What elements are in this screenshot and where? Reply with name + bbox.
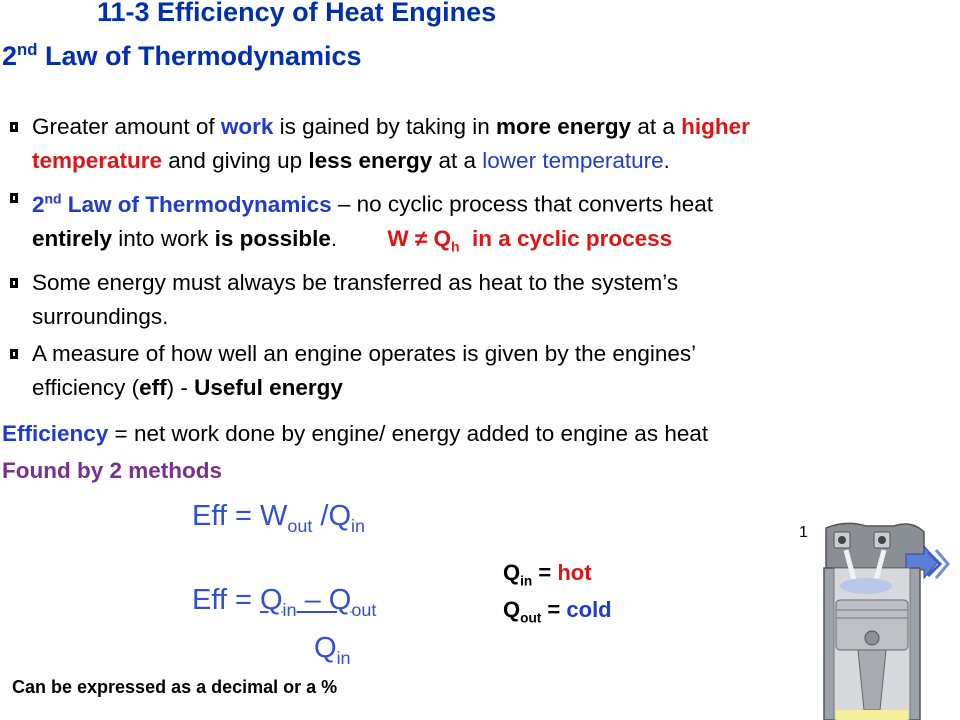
text-segment: temperature bbox=[32, 148, 163, 173]
text-segment: less energy bbox=[308, 148, 433, 173]
expression-note: Can be expressed as a decimal or a % bbox=[12, 677, 338, 697]
bullet-2 bbox=[10, 181, 950, 263]
text-segment: at a bbox=[631, 114, 682, 139]
text-segment: . bbox=[330, 225, 338, 251]
efficiency-equation-2: Eff = $Q_{in} - Q_{out}$ bbox=[192, 584, 377, 620]
text-segment: higher bbox=[681, 114, 750, 139]
engine-cylinder-illustration bbox=[806, 520, 954, 720]
text-segment: Greater amount of bbox=[32, 114, 221, 139]
figure-step-label: 1 bbox=[799, 524, 808, 541]
text-segment: lower temperature bbox=[482, 148, 664, 173]
q-in-label: $Q_{in}$ = hot bbox=[503, 560, 592, 589]
bullet-marker-icon bbox=[10, 193, 18, 203]
bullet-marker-icon bbox=[10, 278, 18, 288]
q-out-label: $Q_{out}$ = cold bbox=[503, 597, 612, 626]
efficiency-equation-2-denominator: $Q_{in}$ bbox=[314, 632, 351, 668]
bullet-marker-icon bbox=[10, 349, 18, 359]
text-segment: at a bbox=[432, 148, 483, 173]
text-segment: and giving up bbox=[162, 148, 309, 173]
efficiency-definition: Efficiency = net work done by engine/ energy added to engine as heat bbox=[2, 421, 709, 446]
bullet-3: Some energy must always be transferred as heat to the system’s surroundings. bbox=[10, 266, 950, 334]
bullet-4: A measure of how well an engine operates is given by the engines’ efficiency (eff) - Useful energy bbox=[10, 337, 950, 405]
cyclic-formula: $W \ne Q_h$ in a cyclic process bbox=[387, 225, 673, 254]
text-segment: is gained by taking in bbox=[273, 114, 497, 139]
bullet-1-line-1 bbox=[32, 110, 950, 144]
page-title: 11-3 Efficiency of Heat Engines bbox=[97, 0, 497, 27]
bullet-2-line-1: 2nd Law of Thermodynamics – no cyclic process that converts heat bbox=[32, 190, 714, 217]
text-segment: is possible bbox=[214, 225, 331, 251]
bullet-marker-icon bbox=[10, 122, 18, 132]
text-segment: . bbox=[663, 148, 670, 173]
text-segment: entirely bbox=[32, 225, 113, 251]
text-segment: more energy bbox=[496, 114, 632, 139]
methods-heading: Found by 2 methods bbox=[2, 458, 223, 483]
bullet-list bbox=[10, 110, 950, 405]
bullet-1-line-2 bbox=[32, 144, 950, 178]
bullet-2-line-2 bbox=[32, 222, 950, 264]
page-subtitle: 2nd Law of Thermodynamics bbox=[2, 40, 362, 71]
text-segment: into work bbox=[112, 225, 215, 251]
bullet-1 bbox=[10, 110, 950, 178]
efficiency-equation-1: Eff = $W_{out}$ $/Q_{in}$ bbox=[192, 500, 366, 536]
text-segment: work bbox=[220, 114, 274, 139]
